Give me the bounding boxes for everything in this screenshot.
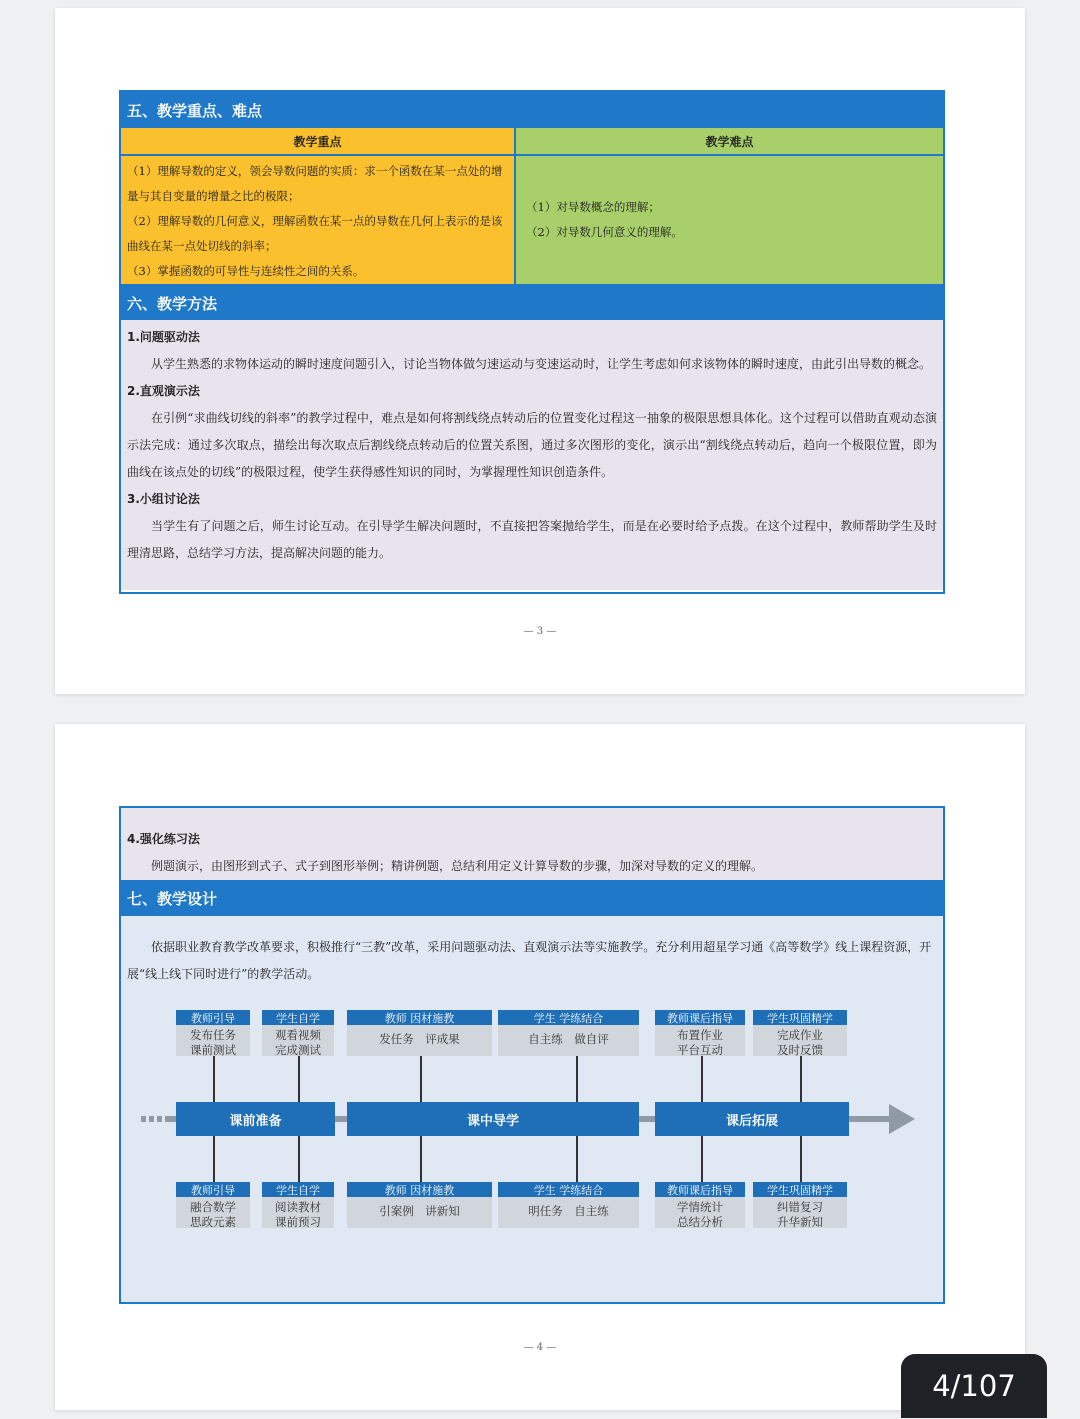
connector-line — [298, 1056, 300, 1102]
connector-line — [298, 1136, 300, 1182]
activity-box — [262, 1182, 334, 1228]
connector-line — [701, 1136, 703, 1182]
activity-label: 教师 因材施教 — [347, 1182, 492, 1197]
connector-line — [420, 1056, 422, 1102]
method-title: 1.问题驱动法 — [127, 330, 200, 344]
timeline-dash — [871, 1116, 876, 1122]
key-point-item: （2）理解导数的几何意义，理解函数在某一点的导数在几何上表示的是该曲线在某一点处切线的斜率； — [127, 214, 503, 253]
phase-post-class: 课后拓展 — [655, 1102, 849, 1136]
activity-text: 融合数学 思政元素 — [190, 1200, 236, 1229]
content-frame — [119, 806, 945, 1304]
teaching-design-body — [121, 916, 943, 1302]
activity-box — [498, 1010, 639, 1056]
timeline-dash — [157, 1116, 162, 1122]
key-point-item: （1）理解导数的定义，领会导数问题的实质：求一个函数在某一点处的增量与其自变量的增量之比的极限； — [127, 164, 503, 203]
connector-line — [800, 1136, 802, 1182]
activity-label: 教师 因材施教 — [347, 1010, 492, 1025]
connector-line — [213, 1136, 215, 1182]
connector-line — [701, 1056, 703, 1102]
timeline-arrow-icon — [889, 1104, 915, 1134]
method-text: 例题演示，由图形到式子、式子到图形举例；精讲例题，总结利用定义计算导数的步骤，加深对导数的定义的理解。 — [151, 859, 764, 873]
key-point-item: （3）掌握函数的可导性与连续性之间的关系。 — [127, 264, 365, 278]
activity-label: 教师课后指导 — [655, 1182, 745, 1197]
activity-box — [753, 1010, 847, 1056]
activity-box — [655, 1182, 745, 1228]
difficulties-cell — [516, 156, 943, 284]
page-number: — 4 — — [523, 1342, 557, 1353]
method-title: 2.直观演示法 — [127, 384, 200, 398]
design-intro: 依据职业教育教学改革要求，积极推行“三教”改革，采用问题驱动法、直观演示法等实施教学。充分利用超星学习通《高等数学》线上课程资源，开展“线上线下同时进行”的教学活动。 — [127, 940, 932, 981]
page-number: — 3 — — [523, 626, 557, 637]
activity-label: 学生巩固精学 — [753, 1182, 847, 1197]
activity-label: 教师课后指导 — [655, 1010, 745, 1025]
difficulties-header: 教学难点 — [516, 128, 943, 156]
methods-body — [121, 320, 943, 590]
phase-in-class: 课中导学 — [347, 1102, 639, 1136]
document-page-4 — [55, 724, 1025, 1410]
activity-text: 布置作业 平台互动 — [677, 1028, 723, 1057]
connector-line — [800, 1056, 802, 1102]
connector-line — [420, 1136, 422, 1182]
activity-label: 学生 学练结合 — [498, 1010, 639, 1025]
timeline-dash — [861, 1116, 866, 1122]
connector-line — [576, 1136, 578, 1182]
page-counter-badge: 4/107 — [901, 1354, 1047, 1418]
activity-label: 学生巩固精学 — [753, 1010, 847, 1025]
activity-box — [498, 1182, 639, 1228]
timeline-dash — [851, 1116, 856, 1122]
activity-text: 观看视频 完成测试 — [275, 1028, 321, 1057]
activity-label: 学生自学 — [262, 1010, 334, 1025]
section-heading-design: 七、教学设计 — [121, 880, 943, 916]
key-points-header: 教学重点 — [121, 128, 514, 156]
activity-box — [347, 1182, 492, 1228]
activity-box — [176, 1010, 250, 1056]
activity-text: 纠错复习 升华新知 — [777, 1200, 823, 1229]
activity-text: 完成作业 及时反馈 — [777, 1028, 823, 1057]
document-page-3 — [55, 8, 1025, 694]
difficulty-item: （1）对导数概念的理解； — [526, 200, 660, 214]
teaching-flow-diagram — [121, 996, 943, 1296]
key-points-cell — [121, 156, 514, 284]
activity-box — [347, 1010, 492, 1056]
activity-label: 教师引导 — [176, 1010, 250, 1025]
method-text: 在引例“求曲线切线的斜率”的教学过程中，难点是如何将割线绕点转动后的位置变化过程这一抽象的极限思想具体化。这个过程可以借助直观动态演示法完成：通过多次取点，描绘出每次取点后割线绕点转动后的位置关系图，通过多次图形的变化，演示出“割线绕点转动后，趋向一个极限位置，即为曲线在该点处的切线”的极限过程，使学生获得感性知识的同时，为掌握理性知识创造条件。 — [127, 411, 937, 479]
activity-text: 自主练 做自评 — [528, 1032, 609, 1046]
activity-box — [176, 1182, 250, 1228]
phase-pre-class: 课前准备 — [176, 1102, 335, 1136]
activity-label: 教师引导 — [176, 1182, 250, 1197]
section-heading-key-points: 五、教学重点、难点 — [121, 92, 943, 128]
activity-text: 阅读教材 课前预习 — [275, 1200, 321, 1229]
timeline-dash — [141, 1116, 146, 1122]
activity-label: 学生自学 — [262, 1182, 334, 1197]
activity-box — [753, 1182, 847, 1228]
method-text: 当学生有了问题之后，师生讨论互动。在引导学生解决问题时，不直接把答案抛给学生，而是在必要时给予点拨。在这个过程中，教师帮助学生及时理清思路，总结学习方法，提高解决问题的能力。 — [127, 519, 937, 560]
content-frame — [119, 90, 945, 594]
method-4-body — [121, 808, 943, 880]
activity-text: 学情统计 总结分析 — [677, 1200, 723, 1229]
activity-label: 学生 学练结合 — [498, 1182, 639, 1197]
method-title: 4.强化练习法 — [127, 832, 200, 846]
timeline-dash — [149, 1116, 154, 1122]
activity-text: 引案例 讲新知 — [379, 1204, 460, 1218]
difficulty-item: （2）对导数几何意义的理解。 — [526, 225, 683, 239]
activity-text: 发任务 评成果 — [379, 1032, 460, 1046]
method-text: 从学生熟悉的求物体运动的瞬时速度问题引入，讨论当物体做匀速运动与变速运动时，让学生考虑如何求该物体的瞬时速度，由此引出导数的概念。 — [151, 357, 932, 371]
activity-text: 明任务 自主练 — [528, 1204, 609, 1218]
connector-line — [576, 1056, 578, 1102]
key-points-table — [121, 128, 943, 284]
section-heading-methods: 六、教学方法 — [121, 284, 943, 320]
activity-box — [655, 1010, 745, 1056]
connector-line — [213, 1056, 215, 1102]
method-title: 3.小组讨论法 — [127, 492, 200, 506]
activity-text: 发布任务 课前测试 — [190, 1028, 236, 1057]
activity-box — [262, 1010, 334, 1056]
